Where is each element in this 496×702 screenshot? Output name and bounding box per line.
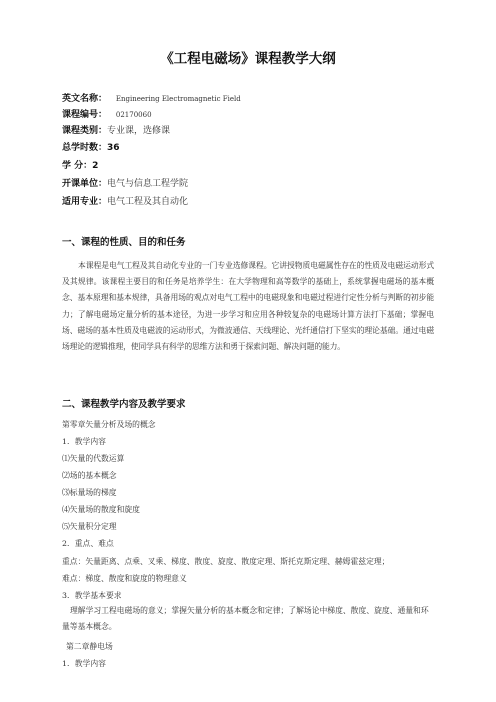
- outline-subitem: ⑵场的基本概念: [62, 471, 117, 480]
- section-heading: 一、课程的性质、目的和任务: [62, 237, 186, 248]
- outline-item: 1．教学内容: [62, 437, 106, 446]
- meta-offering-unit: [62, 176, 188, 192]
- meta-value: 专业课，选修课: [107, 126, 171, 136]
- chapter-title: 第二章静电场: [66, 642, 113, 651]
- meta-value: 电气与信息工程学院: [107, 179, 189, 189]
- meta-value: 2: [92, 161, 99, 171]
- meta-key: 课程类别：: [62, 126, 108, 136]
- outline-item: 2．重点、难点: [62, 539, 114, 548]
- outline-text: 理解学习工程电磁场的意义；掌握矢量分析的基本概念和定律；了解场论中梯度、散度、旋度、通量和环量等基本概念。: [62, 606, 429, 632]
- outline-subitem: ⑶标量场的梯度: [62, 488, 117, 497]
- outline-subitem: ⑷矢量场的散度和旋度: [62, 505, 140, 514]
- outline-subitem: ⑸矢量积分定理: [62, 522, 117, 531]
- meta-credits: [62, 158, 98, 174]
- outline-item: 1．教学内容: [62, 659, 106, 668]
- meta-key: 开课单位：: [62, 179, 108, 189]
- meta-course-category: [62, 123, 170, 139]
- meta-key: 适用专业：: [62, 197, 108, 207]
- chapter-title: 第零章矢量分析及场的概念: [62, 420, 156, 429]
- meta-value: Engineering Electromagnetic Field: [115, 95, 241, 103]
- meta-english-name: [62, 91, 241, 107]
- meta-total-hours: [62, 140, 120, 156]
- outline-item: 3．教学基本要求: [62, 591, 122, 600]
- meta-value: 02170060: [115, 111, 152, 119]
- meta-applicable-major: [62, 194, 188, 210]
- section-paragraph: 本课程是电气工程及其自动化专业的一门专业选修课程。它讲授物质电磁属性存在的性质及电磁运动形式及其规律。该课程主要目的和任务是培养学生：在大学物理和高等数学的基础上，系统掌握电磁场的基本概念、基本原理和基本规律，具备用场的观点对电气工程中的电磁现象和电磁过程进行定性分析与判断的初步能力；了解电磁场定量分析的基本途径，为进一步学习和应用各种较复杂的电磁场计算方法打下基础；掌握电场、磁场的基本性质及电磁波的运动形式，为微波通信、天线理论、光纤通信打下坚实的理论基础。通过电磁场理论的逻辑推理，使同学具有科学的思维方法和勇于探索问题、解决问题的能力。: [62, 261, 434, 352]
- meta-value: 电气工程及其自动化: [107, 197, 189, 207]
- meta-key: 总学时数：: [62, 143, 108, 153]
- meta-course-code: [62, 107, 152, 123]
- outline-subitem: ⑴矢量的代数运算: [62, 454, 125, 463]
- section-heading: 二、课程教学内容及教学要求: [62, 399, 186, 410]
- outline-text: 难点：梯度、散度和旋度的物理意义: [62, 574, 187, 583]
- document-title: 《工程电磁场》课程教学大纲: [160, 51, 336, 67]
- meta-key: 学 分：: [62, 161, 93, 171]
- outline-text: 重点：矢量距离、点乘、叉乘、梯度、散度、旋度、散度定理、斯托克斯定理、赫姆霍兹定理；: [62, 557, 390, 566]
- meta-key: 课程编号：: [62, 110, 108, 120]
- meta-value: 36: [107, 143, 120, 153]
- meta-key: 英文名称：: [62, 94, 108, 104]
